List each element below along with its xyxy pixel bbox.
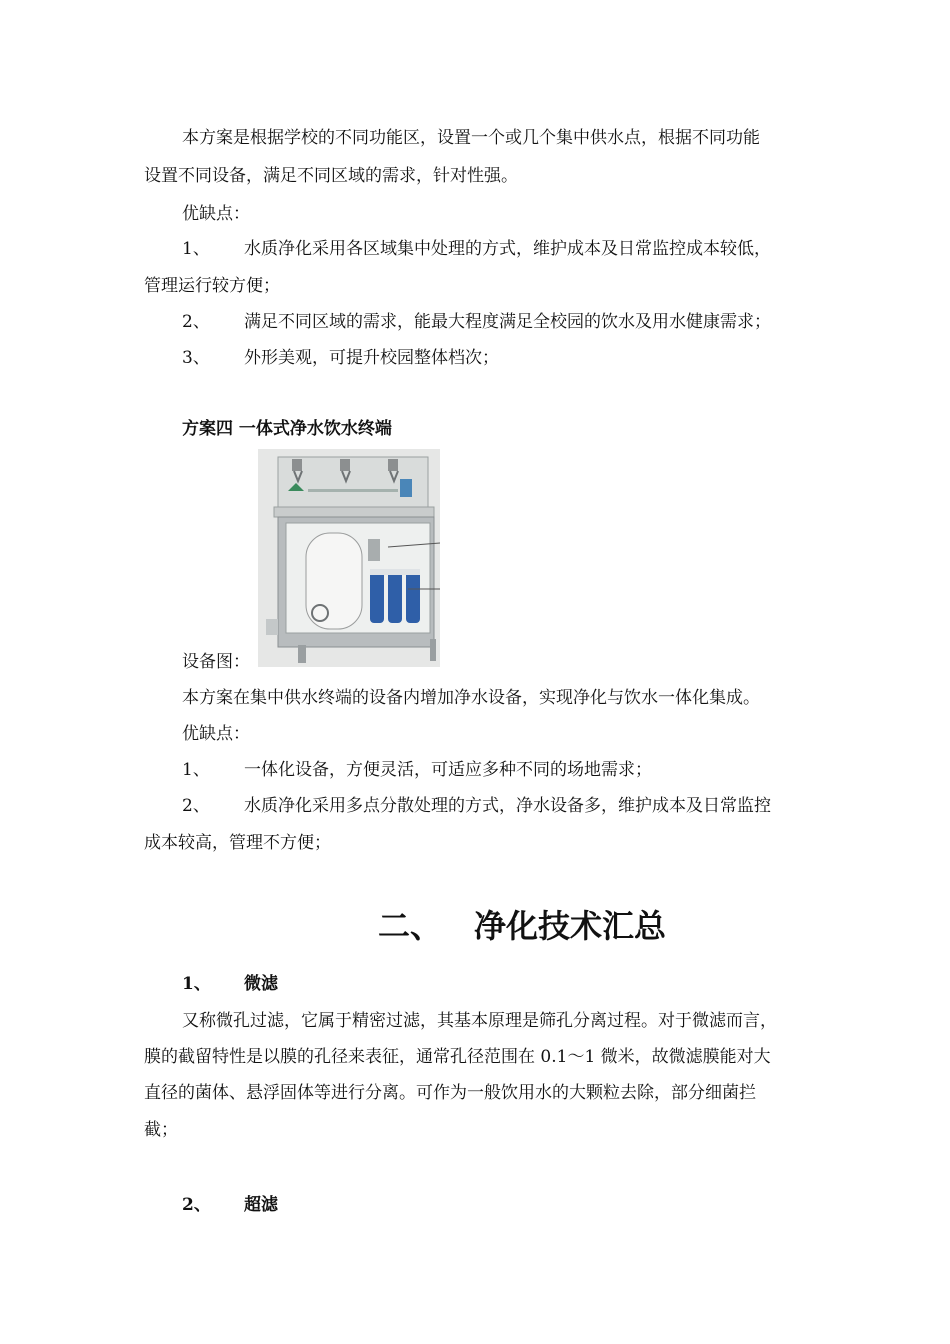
subheading-number: 1、: [182, 974, 211, 994]
section-heading: [378, 906, 666, 946]
list-number: 1、: [182, 760, 210, 780]
device-figure-label: 设备图：: [182, 652, 250, 672]
water-purifier-image: [258, 449, 440, 667]
paragraph-line: 本方案是根据学校的不同功能区，设置一个或几个集中供水点，根据不同功能: [182, 128, 760, 148]
list-text: 满足不同区域的需求，能最大程度满足全校园的饮水及用水健康需求；: [244, 312, 771, 332]
list-item-continuation: 成本较高，管理不方便；: [144, 833, 331, 853]
paragraph-line: 设置不同设备，满足不同区域的需求，针对性强。: [144, 166, 518, 186]
pros-cons-label: 优缺点：: [182, 724, 250, 744]
list-text: 水质净化采用多点分散处理的方式，净水设备多，维护成本及日常监控: [244, 796, 771, 816]
pros-cons-label: 优缺点：: [182, 204, 250, 224]
subheading-number: 2、: [182, 1195, 211, 1215]
section-number: 二、: [378, 907, 443, 945]
list-item: [182, 794, 771, 818]
scheme-heading: 方案四 一体式净水饮水终端: [182, 419, 392, 439]
paragraph-line: 膜的截留特性是以膜的孔径来表征，通常孔径范围在 0.1～1 微米，故微滤膜能对大: [144, 1047, 771, 1067]
subheading: [182, 972, 278, 996]
subheading: [182, 1193, 278, 1217]
list-number: 2、: [182, 796, 210, 816]
section-title: 净化技术汇总: [474, 907, 667, 945]
subheading-title: 微滤: [244, 974, 278, 994]
subheading-title: 超滤: [244, 1195, 278, 1215]
paragraph-line: 截；: [144, 1120, 178, 1140]
list-number: 3、: [182, 348, 210, 368]
list-item: [182, 758, 652, 782]
list-item-continuation: 管理运行较方便；: [144, 276, 280, 296]
list-number: 1、: [182, 239, 210, 259]
paragraph-line: 又称微孔过滤，它属于精密过滤，其基本原理是筛孔分离过程。对于微滤而言，: [182, 1011, 777, 1031]
paragraph-line: 直径的菌体、悬浮固体等进行分离。可作为一般饮用水的大颗粒去除，部分细菌拦: [144, 1083, 756, 1103]
list-text: 外形美观，可提升校园整体档次；: [244, 348, 499, 368]
paragraph-line: 本方案在集中供水终端的设备内增加净水设备，实现净化与饮水一体化集成。: [182, 688, 760, 708]
list-text: 水质净化采用各区域集中处理的方式，维护成本及日常监控成本较低，: [244, 239, 771, 259]
list-text: 一体化设备，方便灵活，可适应多种不同的场地需求；: [244, 760, 652, 780]
list-item: [182, 310, 771, 334]
list-item: [182, 346, 499, 370]
list-item: [182, 237, 771, 261]
list-number: 2、: [182, 312, 210, 332]
